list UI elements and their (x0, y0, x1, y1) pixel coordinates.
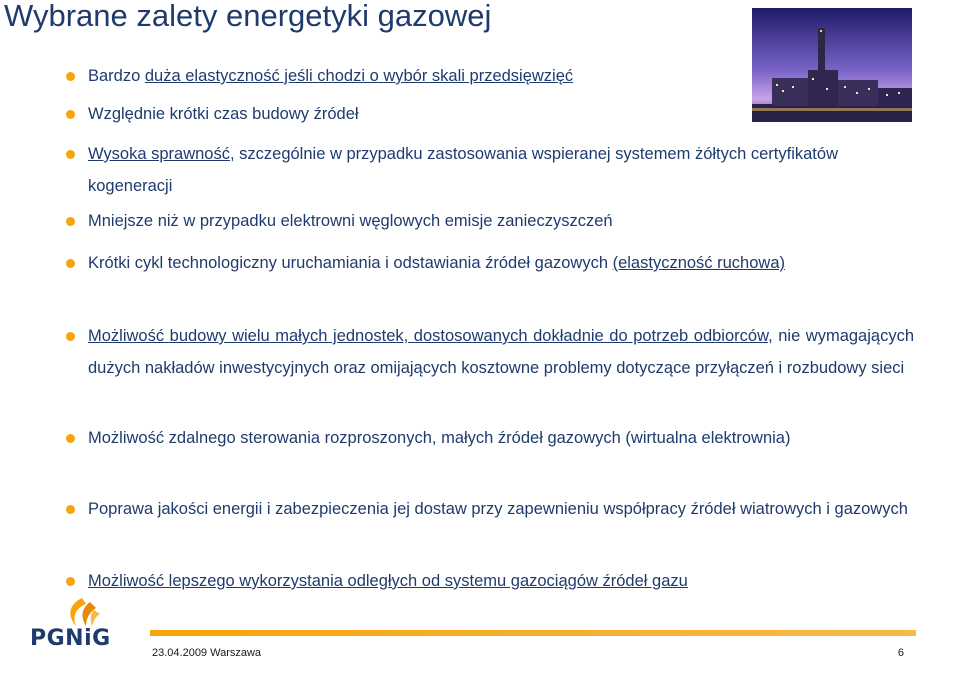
pgnig-logo (30, 596, 120, 654)
bullet-item: Możliwość budowy wielu małych jednostek, dostosowanych dokładnie do potrzeb odbiorców, nie wymagających dużych nakładów inwestycyjnych oraz omijających kosztowne problemy dotyczące przyłączeń i rozbudowy sieci (66, 320, 914, 384)
footer-divider (150, 630, 916, 636)
bullet-dot-icon (66, 150, 75, 159)
bullet-dot-icon (66, 505, 75, 514)
bullet-item: Krótki cykl technologiczny uruchamiania i odstawiania źródeł gazowych (elastyczność ruchowa) (66, 247, 914, 279)
footer-date-place: 23.04.2009 Warszawa (152, 647, 262, 659)
bullet-dot-icon (66, 217, 75, 226)
flame-icon (30, 596, 120, 630)
bullet-item: Mniejsze niż w przypadku elektrowni węglowych emisje zanieczyszczeń (66, 205, 914, 237)
bullet-dot-icon (66, 434, 75, 443)
bullet-dot-icon (66, 259, 75, 268)
bullet-item: Poprawa jakości energii i zabezpieczenia jej dostaw przy zapewnieniu współpracy źródeł wiatrowych i gazowych (66, 493, 914, 525)
logo-text: PGNiG (30, 626, 111, 651)
bullet-dot-icon (66, 332, 75, 341)
bullet-item: Bardzo duża elastyczność jeśli chodzi o wybór skali przedsięwzięć (66, 60, 914, 92)
bullet-item: Możliwość lepszego wykorzystania odległych od systemu gazociągów źródeł gazu (66, 565, 914, 597)
bullet-dot-icon (66, 72, 75, 81)
bullet-dot-icon (66, 110, 75, 119)
bullet-item: Wysoka sprawność, szczególnie w przypadku zastosowania wspieranej systemem żółtych certyfikatów kogeneracji (66, 138, 914, 202)
page-number: 6 (897, 647, 904, 659)
slide-title: Wybrane zalety energetyki gazowej (4, 0, 492, 33)
bullet-dot-icon (66, 577, 75, 586)
bullet-item: Możliwość zdalnego sterowania rozproszonych, małych źródeł gazowych (wirtualna elektrownia) (66, 422, 914, 454)
bullet-item: Względnie krótki czas budowy źródeł (66, 98, 914, 130)
